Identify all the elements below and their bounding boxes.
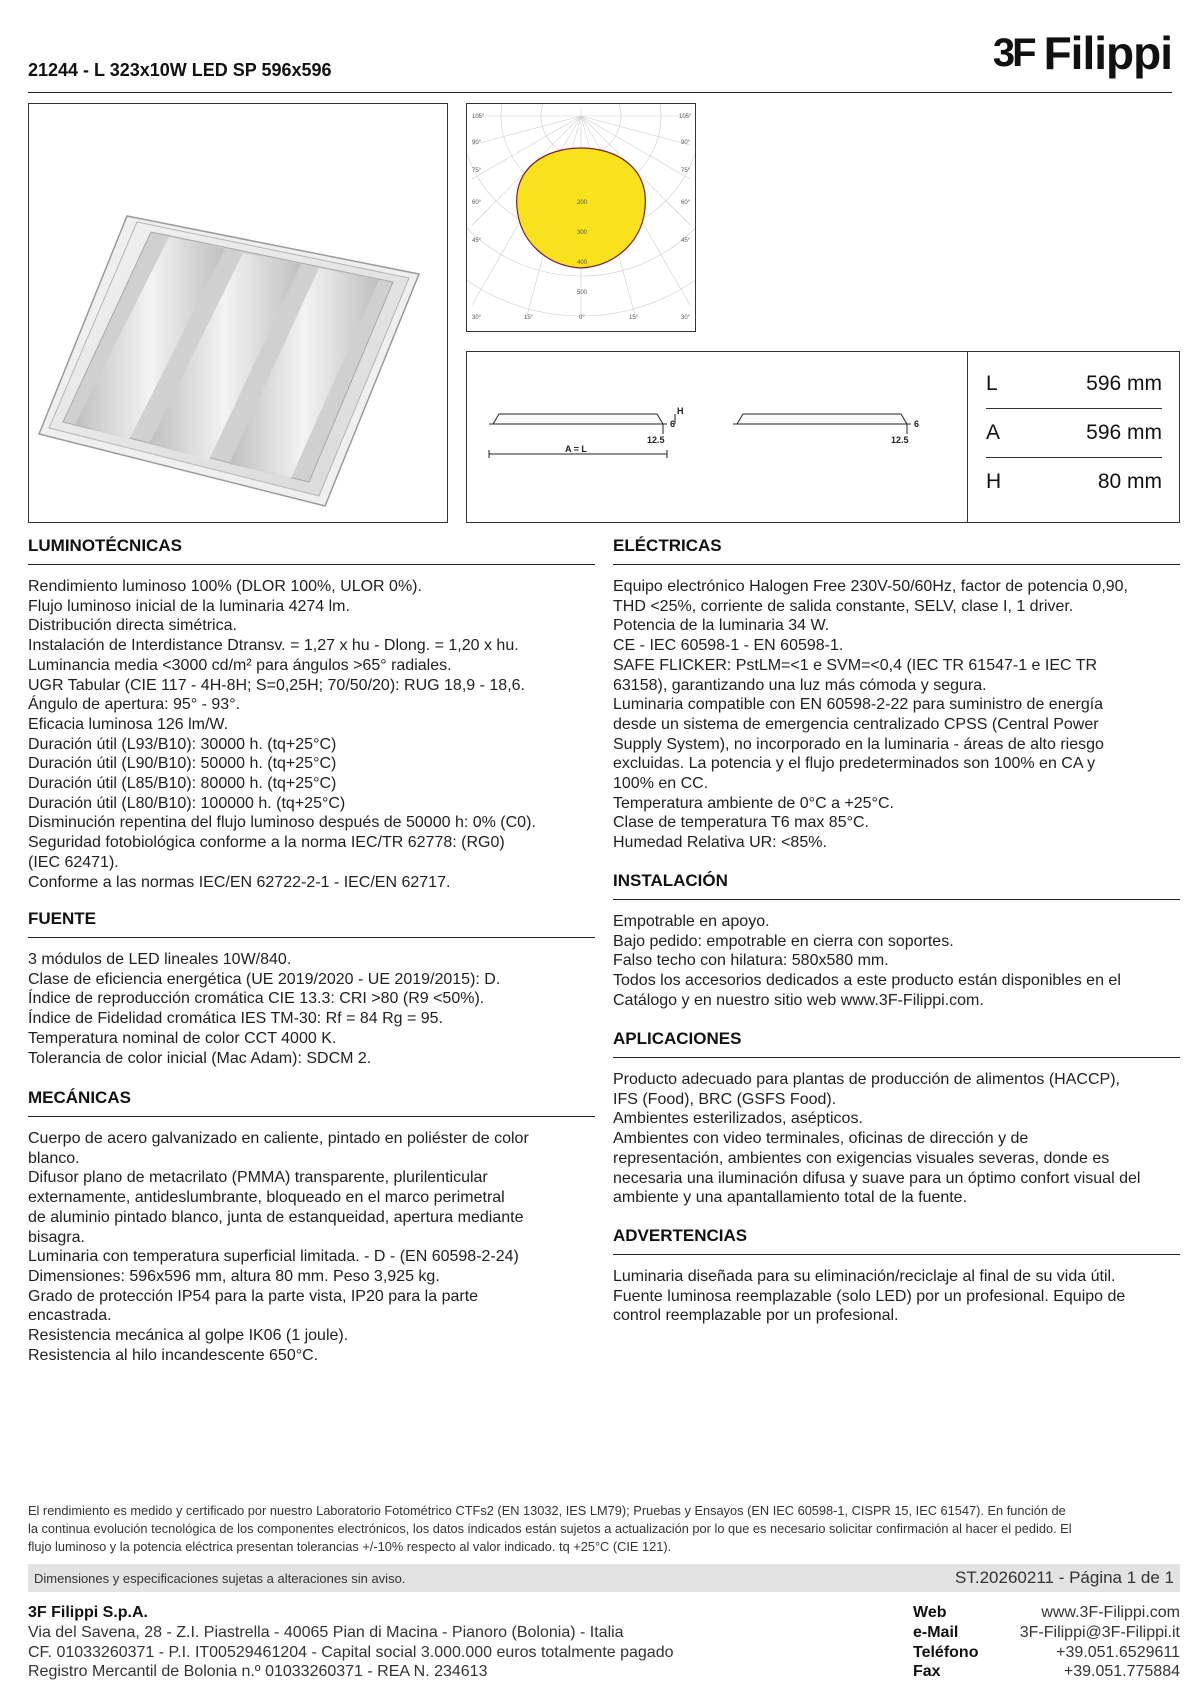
drawing-label-a-l: A = L [565, 444, 587, 454]
drawing-label-6b: 6 [914, 419, 920, 429]
contact-label: Web [913, 1604, 947, 1621]
text-line: encastrada. [28, 1307, 112, 1325]
polar-label-left-4: 45° [472, 238, 482, 244]
section-divider [613, 1057, 1180, 1058]
contact-label: e-Mail [913, 1623, 959, 1641]
section-body [613, 1267, 1180, 1326]
text-line: Producto adecuado para plantas de producción de alimentos (HACCP), [613, 1071, 1120, 1088]
text-line: blanco. [28, 1149, 80, 1167]
polar-label-right-0: 105° [679, 114, 692, 120]
text-line: Instalación de Interdistance Dtransv. = 1,27 x hu - Dlong. = 1,20 x hu. [28, 637, 519, 655]
text-line: Duración útil (L90/B10): 50000 h. (tq+25°C) [28, 755, 337, 773]
section-fuente [28, 909, 595, 1068]
contact-email [913, 1623, 1180, 1643]
text-line: bisagra. [28, 1228, 85, 1246]
section-instalacion [613, 871, 1180, 1011]
dimension-key: L [986, 372, 998, 395]
disclaimer-text: Dimensiones y especificaciones sujetas a alteraciones sin aviso. [34, 1571, 406, 1586]
fax-value: +39.051.775884 [1063, 1663, 1180, 1681]
brand-mark: 3F [992, 30, 1034, 75]
text-line: Fuente luminosa reemplazable (solo LED) por un profesional. Equipo de [613, 1287, 1126, 1305]
text-line: Luminaria diseñada para su eliminación/reciclaje al final de su vida útil. [613, 1268, 1116, 1285]
section-title: APLICACIONES [613, 1029, 742, 1048]
phone-value: +39.051.6529611 [1056, 1643, 1180, 1661]
polar-radial-0: 200 [577, 200, 588, 206]
contact-label: Teléfono [913, 1643, 979, 1661]
dimension-value: 596 mm [1086, 421, 1162, 444]
text-line: control reemplazable por un profesional. [613, 1307, 899, 1325]
text-line: IFS (Food), BRC (GSFS Food). [613, 1090, 837, 1108]
text-line: Empotrable en apoyo. [613, 913, 770, 930]
text-line: UGR Tabular (CIE 117 - 4H-8H; S=0,25H; 70/50/20): RUG 18,9 - 18,6. [28, 676, 525, 694]
text-line: Clase de eficiencia energética (UE 2019/2020 - UE 2019/2015): D. [28, 970, 501, 988]
contact-fax [913, 1662, 1180, 1682]
text-line: Resistencia mecánica al golpe IK06 (1 joule). [28, 1327, 349, 1345]
contact-label: Fax [913, 1663, 941, 1681]
polar-label-left-2: 75° [472, 168, 482, 174]
text-line: Difusor plano de metacrilato (PMMA) transparente, plurilenticular [28, 1169, 488, 1187]
polar-label-right-1: 90° [681, 140, 691, 146]
text-line: Dimensiones: 596x596 mm, altura 80 mm. Peso 3,925 kg. [28, 1267, 440, 1285]
text-line: ambiente y una apantallamiento total de la fuente. [613, 1189, 968, 1207]
text-line: necesaria una iluminación difusa y suave para un óptimo confort visual del [613, 1169, 1141, 1187]
contact-phone [913, 1643, 1180, 1663]
section-aplicaciones [613, 1029, 1180, 1208]
header-divider [28, 92, 1172, 93]
disclaimer-bar [28, 1564, 1180, 1592]
photometric-curve [467, 104, 695, 331]
section-title: MECÁNICAS [28, 1088, 131, 1107]
section-luminotecnicas [28, 536, 595, 892]
text-line: (IEC 62471). [28, 853, 119, 871]
text-line: Ángulo de apertura: 95° - 93°. [28, 696, 241, 714]
section-title: FUENTE [28, 909, 96, 928]
section-divider [28, 937, 595, 938]
section-body [28, 1129, 595, 1365]
text-line: excluidas. La potencia y el flujo predeterminados son 100% en CA y [613, 755, 1096, 773]
text-line: Resistencia al hilo incandescente 650°C. [28, 1346, 319, 1364]
product-title: 21244 - L 323x10W LED SP 596x596 [28, 60, 332, 80]
section-title: ELÉCTRICAS [613, 536, 722, 555]
section-divider [613, 1254, 1180, 1255]
text-line: Cuerpo de acero galvanizado en caliente, pintado en poliéster de color [28, 1130, 529, 1147]
text-line: Luminancia media <3000 cd/m² para ángulos >65° radiales. [28, 656, 452, 674]
text-line: Seguridad fotobiológica conforme a la norma IEC/TR 62778: (RG0) [28, 834, 505, 852]
polar-label-left-5: 30° [472, 315, 482, 321]
text-line: 63158), garantizando una luz más cómoda y segura. [613, 676, 987, 694]
polar-label-bottom-1: 0° [579, 315, 585, 321]
text-line: Índice de Fidelidad cromática IES TM-30: Rf = 84 Rg = 95. [28, 1010, 444, 1028]
text-line: Grado de protección IP54 para la parte vista, IP20 para la parte [28, 1287, 479, 1305]
text-line: la continua evolución tecnológica de los componentes electrónicos, los datos indicados están sujetos a actualización por lo que es necesario solicitar confirmación al hacer el pedido. El [28, 1521, 1072, 1536]
dimensions-panel [466, 351, 1180, 523]
section-title: LUMINOTÉCNICAS [28, 536, 182, 555]
drawing-label-125a: 12.5 [647, 435, 665, 445]
section-electricas [613, 536, 1180, 853]
dimension-value: 80 mm [1097, 470, 1162, 493]
text-line: Temperatura nominal de color CCT 4000 K. [28, 1029, 337, 1047]
section-divider [28, 564, 595, 565]
text-line: Disminución repentina del flujo luminoso después de 50000 h: 0% (C0). [28, 814, 536, 832]
text-line: desde un sistema de emergencia centralizado CPSS (Central Power [613, 715, 1099, 733]
text-line: Duración útil (L85/B10): 80000 h. (tq+25°C) [28, 775, 337, 793]
drawing-label-h: H [677, 406, 684, 416]
section-divider [28, 1116, 595, 1117]
section-body [28, 950, 595, 1068]
dimension-row [986, 360, 1162, 409]
brand-name: Filippi [1043, 27, 1172, 79]
text-line: representación, ambientes con exigencias visuales severas, donde es [613, 1149, 1110, 1167]
drawing-label-125b: 12.5 [891, 435, 909, 445]
web-link[interactable]: www.3F-Filippi.com [1041, 1604, 1180, 1621]
polar-diagram [466, 103, 696, 332]
footnote [28, 1502, 1180, 1556]
text-line: CE - IEC 60598-1 - EN 60598-1. [613, 637, 844, 655]
section-title: INSTALACIÓN [613, 871, 728, 890]
polar-radial-3: 500 [577, 290, 588, 296]
section-divider [613, 899, 1180, 900]
polar-radial-1: 300 [577, 230, 588, 236]
text-line: Equipo electrónico Halogen Free 230V-50/60Hz, factor de potencia 0,90, [613, 578, 1128, 595]
text-line: Ambientes con video terminales, oficinas de dirección y de [613, 1130, 1029, 1148]
drawing-label-6a: 6 [670, 419, 676, 429]
polar-label-right-5: 30° [681, 315, 691, 321]
document-code: ST.20260211 - Página 1 de 1 [955, 1568, 1174, 1587]
text-line: Falso techo con hilatura: 580x580 mm. [613, 952, 889, 970]
text-line: Distribución directa simétrica. [28, 617, 237, 635]
section-title: ADVERTENCIAS [613, 1226, 748, 1245]
section-body [28, 577, 595, 892]
text-line: Tolerancia de color inicial (Mac Adam): SDCM 2. [28, 1049, 372, 1067]
polar-label-bottom-0: 15° [524, 315, 534, 321]
section-body [613, 577, 1180, 853]
section-advertencias [613, 1226, 1180, 1326]
product-photo [28, 103, 448, 523]
dimensions-table [967, 352, 1180, 522]
text-line: Ambientes esterilizados, asépticos. [613, 1110, 863, 1128]
dimension-row [986, 458, 1162, 506]
text-line: Conforme a las normas IEC/EN 62722-2-1 - IEC/EN 62717. [28, 873, 451, 891]
polar-label-left-3: 60° [472, 200, 482, 206]
text-line: 100% en CC. [613, 775, 709, 793]
luminaire-illustration [29, 104, 447, 522]
text-line: Todos los accesorios dedicados a este producto están disponibles en el [613, 972, 1121, 990]
text-line: Potencia de la luminaria 34 W. [613, 617, 830, 635]
polar-label-left-0: 105° [472, 114, 485, 120]
text-line: Temperatura ambiente de 0°C a +25°C. [613, 794, 894, 812]
text-line: Luminaria con temperatura superficial limitada. - D - (EN 60598-2-24) [28, 1248, 519, 1266]
dimension-value: 596 mm [1086, 372, 1162, 395]
company-line: Via del Savena, 28 - Z.I. Piastrella - 40065 Pian di Macina - Pianoro (Bolonia) - Italia [28, 1623, 624, 1641]
polar-label-right-3: 60° [681, 200, 691, 206]
text-line: Catálogo y en nuestro sitio web www.3F-Filippi.com. [613, 991, 984, 1009]
text-line: Índice de reproducción cromática CIE 13.3: CRI >80 (R9 <50%). [28, 990, 485, 1008]
text-line: El rendimiento es medido y certificado por nuestro Laboratorio Fotométrico CTFs2 (EN 13032, IES LM79); Pruebas y Ensayos (EN IEC 60598-1, CISPR 15, IEC 61547). En función de [28, 1503, 1066, 1518]
company-line: CF. 01033260371 - P.I. IT00529461204 - Capital social 3.000.000 euros totalmente pagado [28, 1643, 674, 1661]
company-name: 3F Filippi S.p.A. [28, 1604, 148, 1621]
text-line: Bajo pedido: empotrable en cierra con soportes. [613, 932, 954, 950]
section-body [613, 912, 1180, 1011]
company-line: Registro Mercantil de Bolonia n.º 01033260371 - REA N. 234613 [28, 1663, 488, 1681]
text-line: SAFE FLICKER: PstLM=<1 e SVM=<0,4 (IEC TR 61547-1 e IEC TR [613, 656, 1098, 674]
text-line: Duración útil (L93/B10): 30000 h. (tq+25°C) [28, 735, 337, 753]
polar-label-bottom-2: 15° [629, 315, 639, 321]
email-link[interactable]: 3F-Filippi@3F-Filippi.it [1019, 1623, 1180, 1641]
text-line: Flujo luminoso inicial de la luminaria 4274 lm. [28, 597, 350, 615]
polar-label-left-1: 90° [472, 140, 482, 146]
section-mecanicas [28, 1088, 595, 1365]
contact-web [913, 1603, 1180, 1623]
text-line: Duración útil (L80/B10): 100000 h. (tq+25°C) [28, 794, 346, 812]
text-line: externamente, antideslumbrante, bloqueado en el marco perimetral [28, 1189, 505, 1207]
section-divider [613, 564, 1180, 565]
text-line: Rendimiento luminoso 100% (DLOR 100%, ULOR 0%). [28, 578, 422, 595]
company-info [28, 1603, 674, 1682]
dimension-key: H [986, 470, 1002, 493]
profile-drawing [467, 352, 967, 522]
text-line: flujo luminoso y la potencia eléctrica presentan tolerancias +/-10% respecto al valor indicado. tq +25°C (CIE 121). [28, 1539, 672, 1554]
text-line: Luminaria compatible con EN 60598-2-22 para suministro de energía [613, 696, 1104, 714]
section-body [613, 1070, 1180, 1208]
contact-info [913, 1603, 1180, 1682]
text-line: Humedad Relativa UR: <85%. [613, 834, 827, 852]
text-line: de aluminio pintado blanco, junta de estanqueidad, apertura mediante [28, 1208, 524, 1226]
text-line: Clase de temperatura T6 max 85°C. [613, 814, 869, 832]
text-line: 3 módulos de LED lineales 10W/840. [28, 951, 292, 968]
text-line: THD <25%, corriente de salida constante, SELV, clase I, 1 driver. [613, 597, 1074, 615]
polar-label-right-4: 45° [681, 238, 691, 244]
brand-logo [993, 26, 1172, 80]
text-line: Supply System), no incorporado en la luminaria - áreas de alto riesgo [613, 735, 1104, 753]
text-line: Eficacia luminosa 126 lm/W. [28, 715, 229, 733]
polar-radial-2: 400 [577, 260, 588, 266]
polar-label-right-2: 75° [681, 168, 691, 174]
dimension-row [986, 409, 1162, 458]
dimension-key: A [986, 421, 1001, 444]
